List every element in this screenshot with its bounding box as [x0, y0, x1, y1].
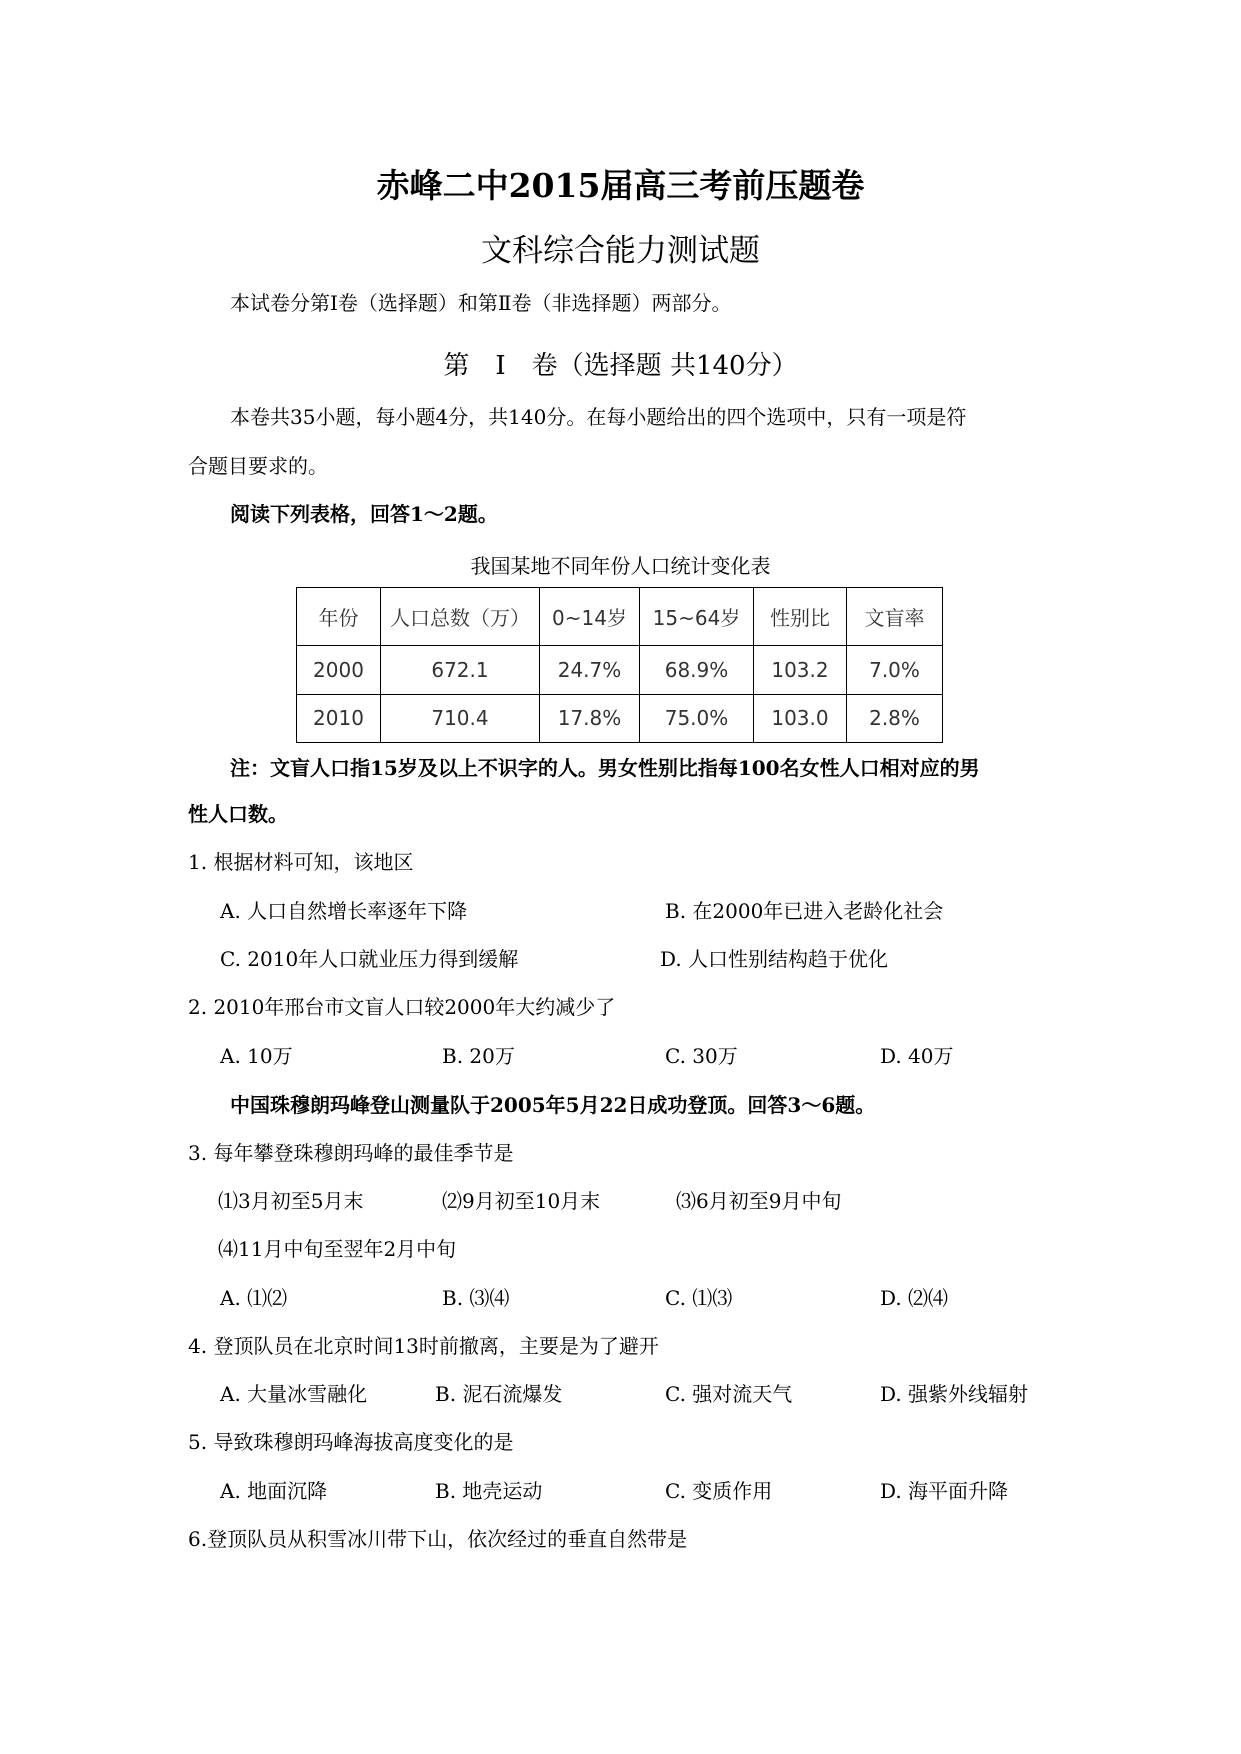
table-cell: 710.4: [381, 694, 540, 742]
question-3-stem: 3. 每年攀登珠穆朗玛峰的最佳季节是: [188, 1141, 514, 1165]
section-title: 第 Ⅰ 卷（选择题 共140分）: [443, 351, 798, 381]
question-1-stem: 1. 根据材料可知，该地区: [188, 850, 414, 874]
question-1-option-a: A. 人口自然增长率逐年下降: [220, 899, 468, 923]
question-3-item-1: ⑴3月初至5月末: [218, 1189, 364, 1213]
instructions-line-1: 本卷共35小题，每小题4分，共140分。在每小题给出的四个选项中，只有一项是符: [230, 405, 967, 429]
question-3-option-d: D. ⑵⑷: [880, 1286, 949, 1310]
question-4-option-d: D. 强紫外线辐射: [880, 1382, 1029, 1406]
question-3-option-b: B. ⑶⑷: [442, 1286, 510, 1310]
question-4-stem: 4. 登顶队员在北京时间13时前撤离，主要是为了避开: [188, 1334, 659, 1358]
table-cell: 2000: [297, 646, 381, 694]
question-3-item-2: ⑵9月初至10月末: [442, 1189, 601, 1213]
question-3-item-4: ⑷11月中旬至翌年2月中旬: [218, 1237, 457, 1261]
instructions-line-2: 合题目要求的。: [188, 454, 328, 478]
table-row: [297, 694, 943, 742]
question-1-option-d: D. 人口性别结构趋于优化: [660, 947, 889, 971]
table-cell: 103.2: [754, 646, 847, 694]
table-cell: 103.0: [754, 694, 847, 742]
question-5-stem: 5. 导致珠穆朗玛峰海拔高度变化的是: [188, 1430, 514, 1454]
question-2-option-c: C. 30万: [665, 1044, 738, 1068]
question-4-option-c: C. 强对流天气: [665, 1382, 793, 1406]
question-1-option-c: C. 2010年人口就业压力得到缓解: [220, 947, 519, 971]
question-2-option-a: A. 10万: [220, 1044, 293, 1068]
group1-prompt: 阅读下列表格，回答1～2题。: [230, 502, 498, 526]
question-3-option-a: A. ⑴⑵: [220, 1286, 288, 1310]
question-5-option-c: C. 变质作用: [665, 1479, 773, 1503]
table-cell: 2010: [297, 694, 381, 742]
table-cell: 2.8%: [847, 694, 943, 742]
intro-text: 本试卷分第Ⅰ卷（选择题）和第Ⅱ卷（非选择题）两部分。: [230, 291, 732, 315]
table-header-cell: 人口总数（万）: [381, 588, 540, 646]
population-table: [296, 587, 943, 743]
question-1-option-b: B. 在2000年已进入老龄化社会: [665, 899, 944, 923]
table-note-line-1: 注：文盲人口指15岁及以上不识字的人。男女性别比指每100名女性人口相对应的男: [230, 756, 980, 780]
group2-prompt: 中国珠穆朗玛峰登山测量队于2005年5月22日成功登顶。回答3～6题。: [230, 1093, 876, 1117]
table-header-cell: 性别比: [754, 588, 847, 646]
question-5-option-d: D. 海平面升降: [880, 1479, 1009, 1503]
table-caption: 我国某地不同年份人口统计变化表: [470, 554, 771, 578]
table-header-row: [297, 588, 943, 646]
table-header-cell: 文盲率: [847, 588, 943, 646]
question-4-option-b: B. 泥石流爆发: [435, 1382, 563, 1406]
table-cell: 672.1: [381, 646, 540, 694]
exam-subtitle: 文科综合能力测试题: [481, 233, 760, 269]
question-5-option-a: A. 地面沉降: [220, 1479, 328, 1503]
table-cell: 75.0%: [640, 694, 754, 742]
table-cell: 17.8%: [540, 694, 640, 742]
table-header-cell: 0~14岁: [540, 588, 640, 646]
table-cell: 7.0%: [847, 646, 943, 694]
table-cell: 68.9%: [640, 646, 754, 694]
question-2-stem: 2. 2010年邢台市文盲人口较2000年大约减少了: [188, 995, 616, 1019]
question-2-option-d: D. 40万: [880, 1044, 954, 1068]
question-4-option-a: A. 大量冰雪融化: [220, 1382, 368, 1406]
table-note-line-2: 性人口数。: [188, 802, 288, 826]
table-row: [297, 646, 943, 694]
question-3-option-c: C. ⑴⑶: [665, 1286, 733, 1310]
table-header-cell: 年份: [297, 588, 381, 646]
question-5-option-b: B. 地壳运动: [435, 1479, 543, 1503]
question-2-option-b: B. 20万: [442, 1044, 515, 1068]
question-6-stem: 6.登顶队员从积雪冰川带下山，依次经过的垂直自然带是: [188, 1527, 688, 1551]
question-3-item-3: ⑶6月初至9月中旬: [676, 1189, 842, 1213]
table-header-cell: 15~64岁: [640, 588, 754, 646]
table-cell: 24.7%: [540, 646, 640, 694]
exam-title: 赤峰二中2015届高三考前压题卷: [376, 166, 865, 205]
